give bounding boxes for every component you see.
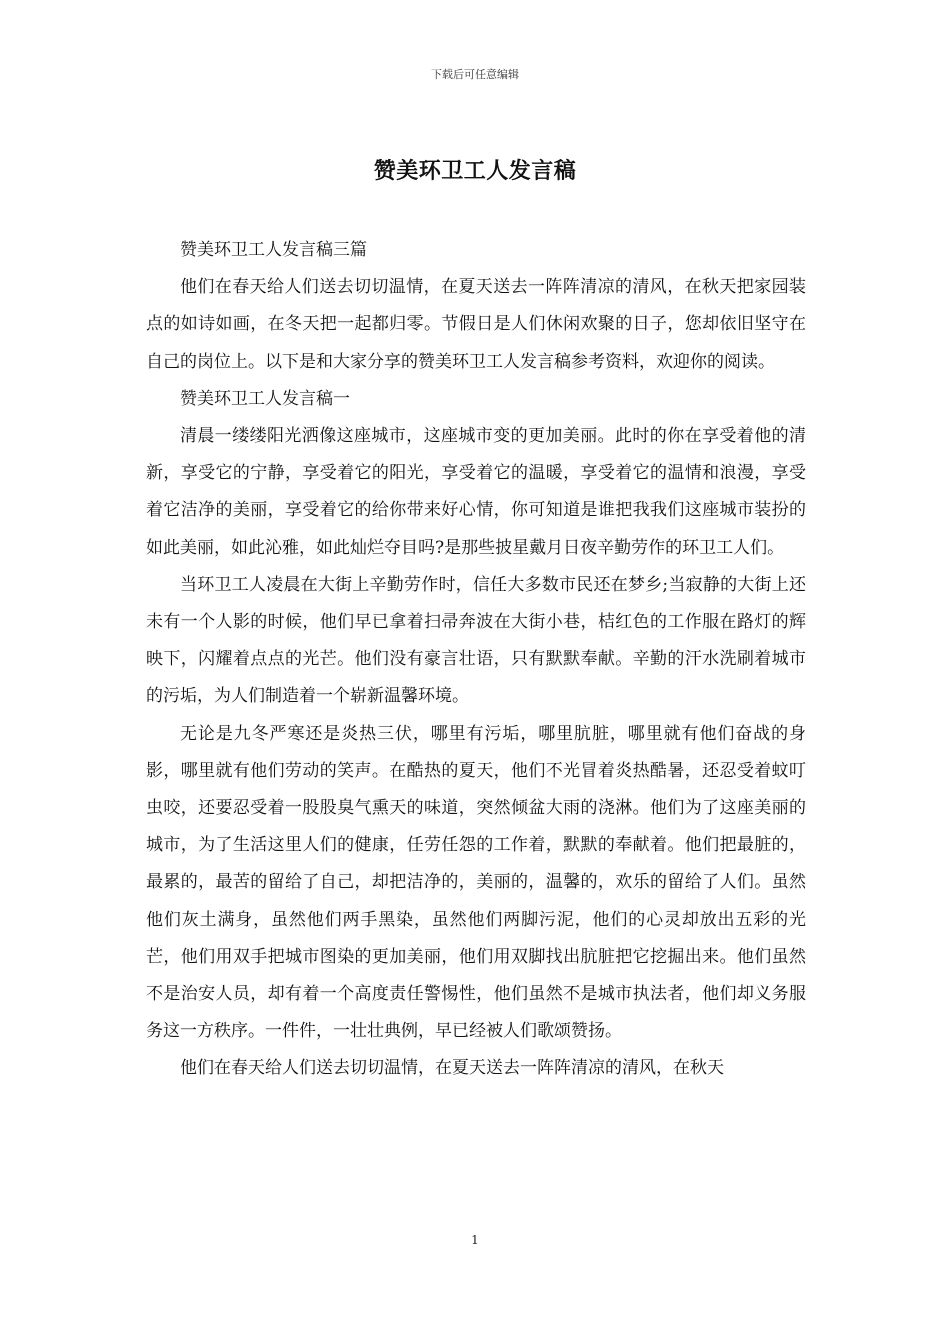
paragraph: 他们在春天给人们送去切切温情，在夏天送去一阵阵清凉的清风，在秋天把家园装点的如诗如画，在冬天把一起都归零。节假日是人们休闲欢聚的日子，您却依旧坚守在自己的岗位上。以下是和大家分享的赞美环卫工人发言稿参考资料，欢迎你的阅读。 [146,277,806,372]
paragraph: 他们在春天给人们送去切切温情，在夏天送去一阵阵清凉的清风，在秋天 [180,1058,724,1079]
paragraph: 无论是九冬严寒还是炎热三伏，哪里有污垢，哪里肮脏，哪里就有他们奋战的身影，哪里就有他们劳动的笑声。在酷热的夏天，他们不光冒着炎热酷暑，还忍受着蚊叮虫咬，还要忍受着一股股臭气熏天的味道，突然倾盆大雨的浇淋。他们为了这座美丽的城市，为了生活这里人们的健康，任劳任怨的工作着，默默的奉献着。他们把最脏的，最累的，最苦的留给了自己，却把洁净的，美丽的，温馨的，欢乐的留给了人们。虽然他们灰土满身，虽然他们两手黑染，虽然他们两脚污泥，他们的心灵却放出五彩的光芒，他们用双手把城市图染的更加美丽，他们用双脚找出肮脏把它挖掘出来。他们虽然不是治安人员，却有着一个高度责任警惕性，他们虽然不是城市执法者，他们却义务服务这一方秩序。一件件，一壮壮典例，早已经被人们歌颂赞扬。 [146,723,806,1042]
paragraph: 赞美环卫工人发言稿一 [180,388,350,409]
paragraph: 当环卫工人凌晨在大街上辛勤劳作时，信任大多数市民还在梦乡;当寂静的大街上还未有一个人影的时候，他们早已拿着扫帚奔波在大街小巷，桔红色的工作服在路灯的辉映下，闪耀着点点的光芒。他们没有豪言壮语，只有默默奉献。辛勤的汗水洗刷着城市的污垢，为人们制造着一个崭新温馨环境。 [146,574,806,707]
page-header: 下载后可任意编辑 [431,68,519,81]
page-number: 1 [471,1233,479,1247]
document-title: 赞美环卫工人发言稿 [373,158,577,184]
document-body [146,232,806,1088]
paragraph: 赞美环卫工人发言稿三篇 [180,240,367,260]
paragraph: 清晨一缕缕阳光洒像这座城市，这座城市变的更加美丽。此时的你在享受着他的清新，享受它的宁静，享受着它的阳光，享受着它的温暖，享受着它的温情和浪漫，享受着它洁净的美丽，享受着它的给你带来好心情，你可知道是谁把我我们这座城市装扮的如此美丽，如此沁雅，如此灿烂夺目吗?是那些披星戴月日夜辛勤劳作的环卫工人们。 [146,426,806,558]
